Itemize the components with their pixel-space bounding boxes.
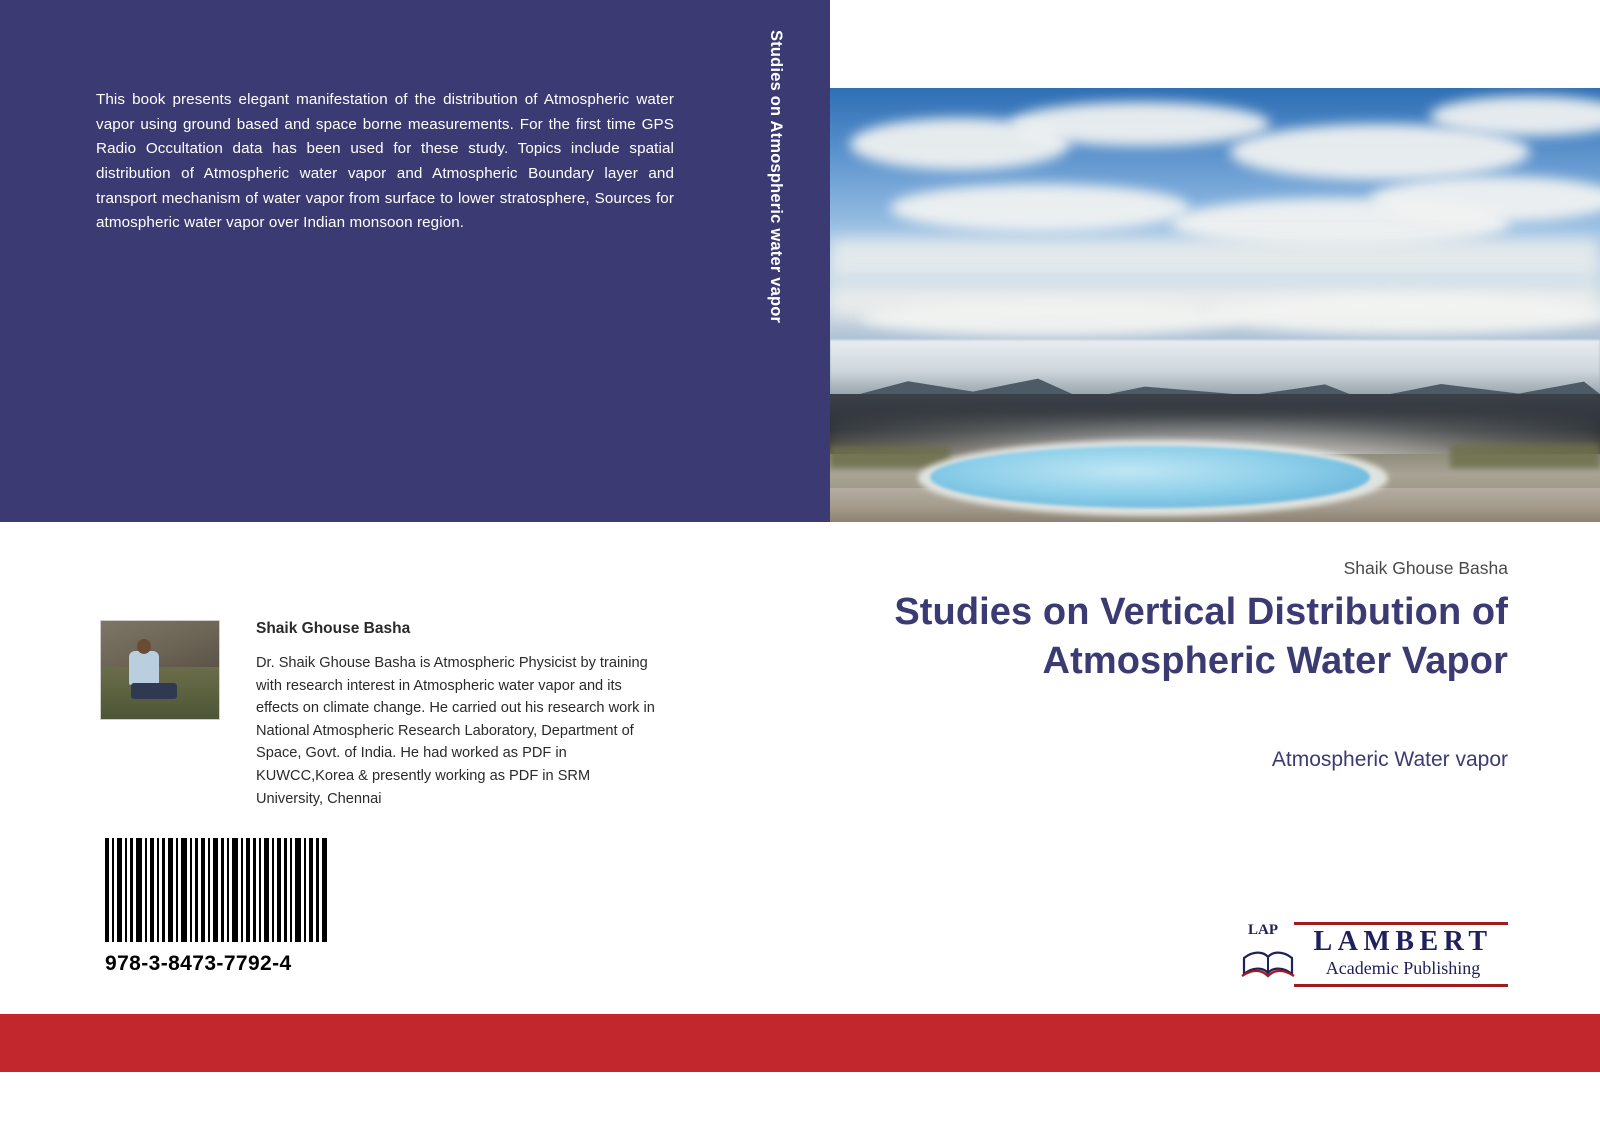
author-photo-person-legs xyxy=(131,683,177,699)
spine-title: Studies on Atmospheric water vapor xyxy=(767,30,785,324)
logo-rule-bottom xyxy=(1294,984,1508,987)
isbn-text: 978-3-8473-7792-4 xyxy=(105,952,292,975)
back-cover-blurb: This book presents elegant manifestation of the distribution of Atmospheric water vapor using ground based and space borne measurements. For the first time GPS Radio Occultation data has been used for these study. Topics include spatial distribution of Atmospheric water vapor and Atmospheric Boundary layer and transport mechanism of water vapor from surface to lower stratosphere, Sources for atmospheric water vapor over Indian monsoon region. xyxy=(96,91,674,232)
lap-mark: LAP xyxy=(1248,922,1278,938)
cloud-icon xyxy=(1010,102,1270,146)
photo-hot-spring-pool xyxy=(930,446,1370,508)
cloud-layer xyxy=(830,238,1600,278)
author-photo xyxy=(100,620,220,720)
cloud-icon xyxy=(860,300,1240,336)
publisher-name: LAMBERT xyxy=(1313,926,1493,957)
front-subtitle: Atmospheric Water vapor xyxy=(1271,748,1508,771)
front-author-name: Shaik Ghouse Basha xyxy=(1343,558,1508,578)
barcode xyxy=(105,838,331,942)
photo-grass xyxy=(1450,444,1600,468)
logo-rule-top xyxy=(1294,922,1508,925)
cloud-icon xyxy=(1210,294,1600,334)
front-cover-top-margin xyxy=(830,0,1600,88)
photo-glacier-ridge xyxy=(830,340,1600,394)
front-title: Studies on Vertical Distribution of Atmospheric Water Vapor xyxy=(894,591,1508,683)
back-cover-panel xyxy=(0,0,830,522)
cloud-icon xyxy=(890,184,1190,232)
author-photo-person-body xyxy=(129,651,159,685)
author-bio-name: Shaik Ghouse Basha xyxy=(256,620,411,637)
author-photo-person-head xyxy=(137,639,151,654)
bottom-white-band xyxy=(0,1072,1600,1129)
publisher-tagline: Academic Publishing xyxy=(1325,958,1481,978)
bottom-red-band xyxy=(0,1014,1600,1072)
cover-photograph xyxy=(830,88,1600,522)
publisher-logo xyxy=(1240,918,1508,990)
author-bio-text: Dr. Shaik Ghouse Basha is Atmospheric Physicist by training with research interest in Atmospheric water vapor and its effects on climate change. He carried out his research work in National Atmospheric Research Laboratory, Department of Space, Govt. of India. He had worked as PDF in KUWCC,Korea & presently working as PDF in SRM University, Chennai xyxy=(256,655,655,807)
